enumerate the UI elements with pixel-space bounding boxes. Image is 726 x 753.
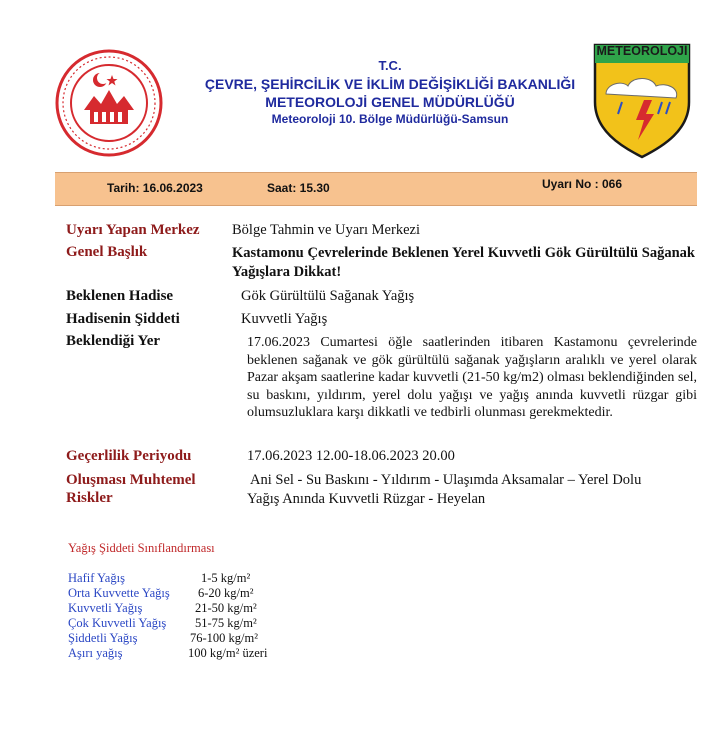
meteoroloji-logo-text: METEOROLOJİ: [596, 44, 688, 58]
class-value-very-heavy: 51-75 kg/m²: [195, 616, 257, 630]
validity-label: Geçerlilik Periyodu: [66, 448, 192, 464]
class-value-severe: 76-100 kg/m²: [190, 631, 258, 645]
severity-label: Hadisenin Şiddeti: [66, 311, 180, 327]
header-line-tc: T.C.: [378, 58, 402, 73]
time-text: Saat: 15.30: [267, 181, 330, 195]
class-name-heavy: Kuvvetli Yağış: [68, 601, 143, 615]
risks-label-line2: Riskler: [66, 490, 113, 506]
title-label: Genel Başlık: [66, 244, 148, 260]
header-directorate: METEOROLOJİ GENEL MÜDÜRLÜĞÜ: [265, 94, 515, 110]
class-name-very-heavy: Çok Kuvvetli Yağış: [68, 616, 167, 630]
class-value-moderate: 6-20 kg/m²: [198, 586, 254, 600]
class-name-severe: Şiddetli Yağış: [68, 631, 138, 645]
header-regional-office: Meteoroloji 10. Bölge Müdürlüğü-Samsun: [271, 112, 509, 126]
severity-value: Kuvvetli Yağış: [241, 311, 328, 327]
center-value: Bölge Tahmin ve Uyarı Merkezi: [232, 222, 420, 238]
class-value-heavy: 21-50 kg/m²: [195, 601, 257, 615]
center-label: Uyarı Yapan Merkez: [66, 222, 200, 238]
class-value-extreme: 100 kg/m² üzeri: [188, 646, 268, 660]
location-value: 17.06.2023 Cumartesi öğle saatlerinden itibaren Kastamonu çevrelerinde beklenen sağanak ve gök gürültülü sağanak yağışların aralıklı ve yerel olarak Pazar akşam saatlerine kadar kuvvetli (21-50 kg/m2) olması beklendiğinden sel, su baskını, yıldırım, yerel dolu yağışı ve yağış anında kuvvetli rüzgar gibi olumsuzluklara karşı dikkatli ve tedbirli olunması gerekmektedir.: [247, 335, 697, 420]
header-ministry: ÇEVRE, ŞEHİRCİLİK VE İKLİM DEĞİŞİKLİĞİ BAKANLIĞI: [204, 76, 576, 92]
risks-value-line1: Ani Sel - Su Baskını - Yıldırım - Ulaşımda Aksamalar – Yerel Dolu: [250, 472, 642, 488]
warning-number: Uyarı No : 066: [542, 177, 623, 191]
location-label: Beklendiği Yer: [66, 333, 161, 349]
risks-value-line2: Yağış Anında Kuvvetli Rüzgar - Heyelan: [247, 491, 486, 507]
class-value-light: 1-5 kg/m²: [201, 571, 251, 585]
risks-label-line1: Oluşması Muhtemel: [66, 472, 196, 488]
class-name-moderate: Orta Kuvvette Yağış: [68, 586, 170, 600]
class-name-light: Hafif Yağış: [68, 571, 125, 585]
title-value: Kastamonu Çevrelerinde Beklenen Yerel Kuvvetli Gök Gürültülü Sağanak Yağışlara Dikkat!: [232, 245, 695, 280]
info-bar: [55, 172, 697, 206]
ministry-emblem-logo: [54, 48, 164, 158]
event-label: Beklenen Hadise: [66, 288, 174, 304]
event-value: Gök Gürültülü Sağanak Yağış: [241, 288, 415, 304]
class-name-extreme: Aşırı yağış: [68, 646, 123, 660]
date-text: Tarih: 16.06.2023: [107, 181, 203, 195]
classification-title: Yağış Şiddeti Sınıflandırması: [68, 541, 215, 555]
meteoroloji-shield-logo: [592, 42, 692, 160]
validity-value: 17.06.2023 12.00-18.06.2023 20.00: [247, 448, 455, 464]
